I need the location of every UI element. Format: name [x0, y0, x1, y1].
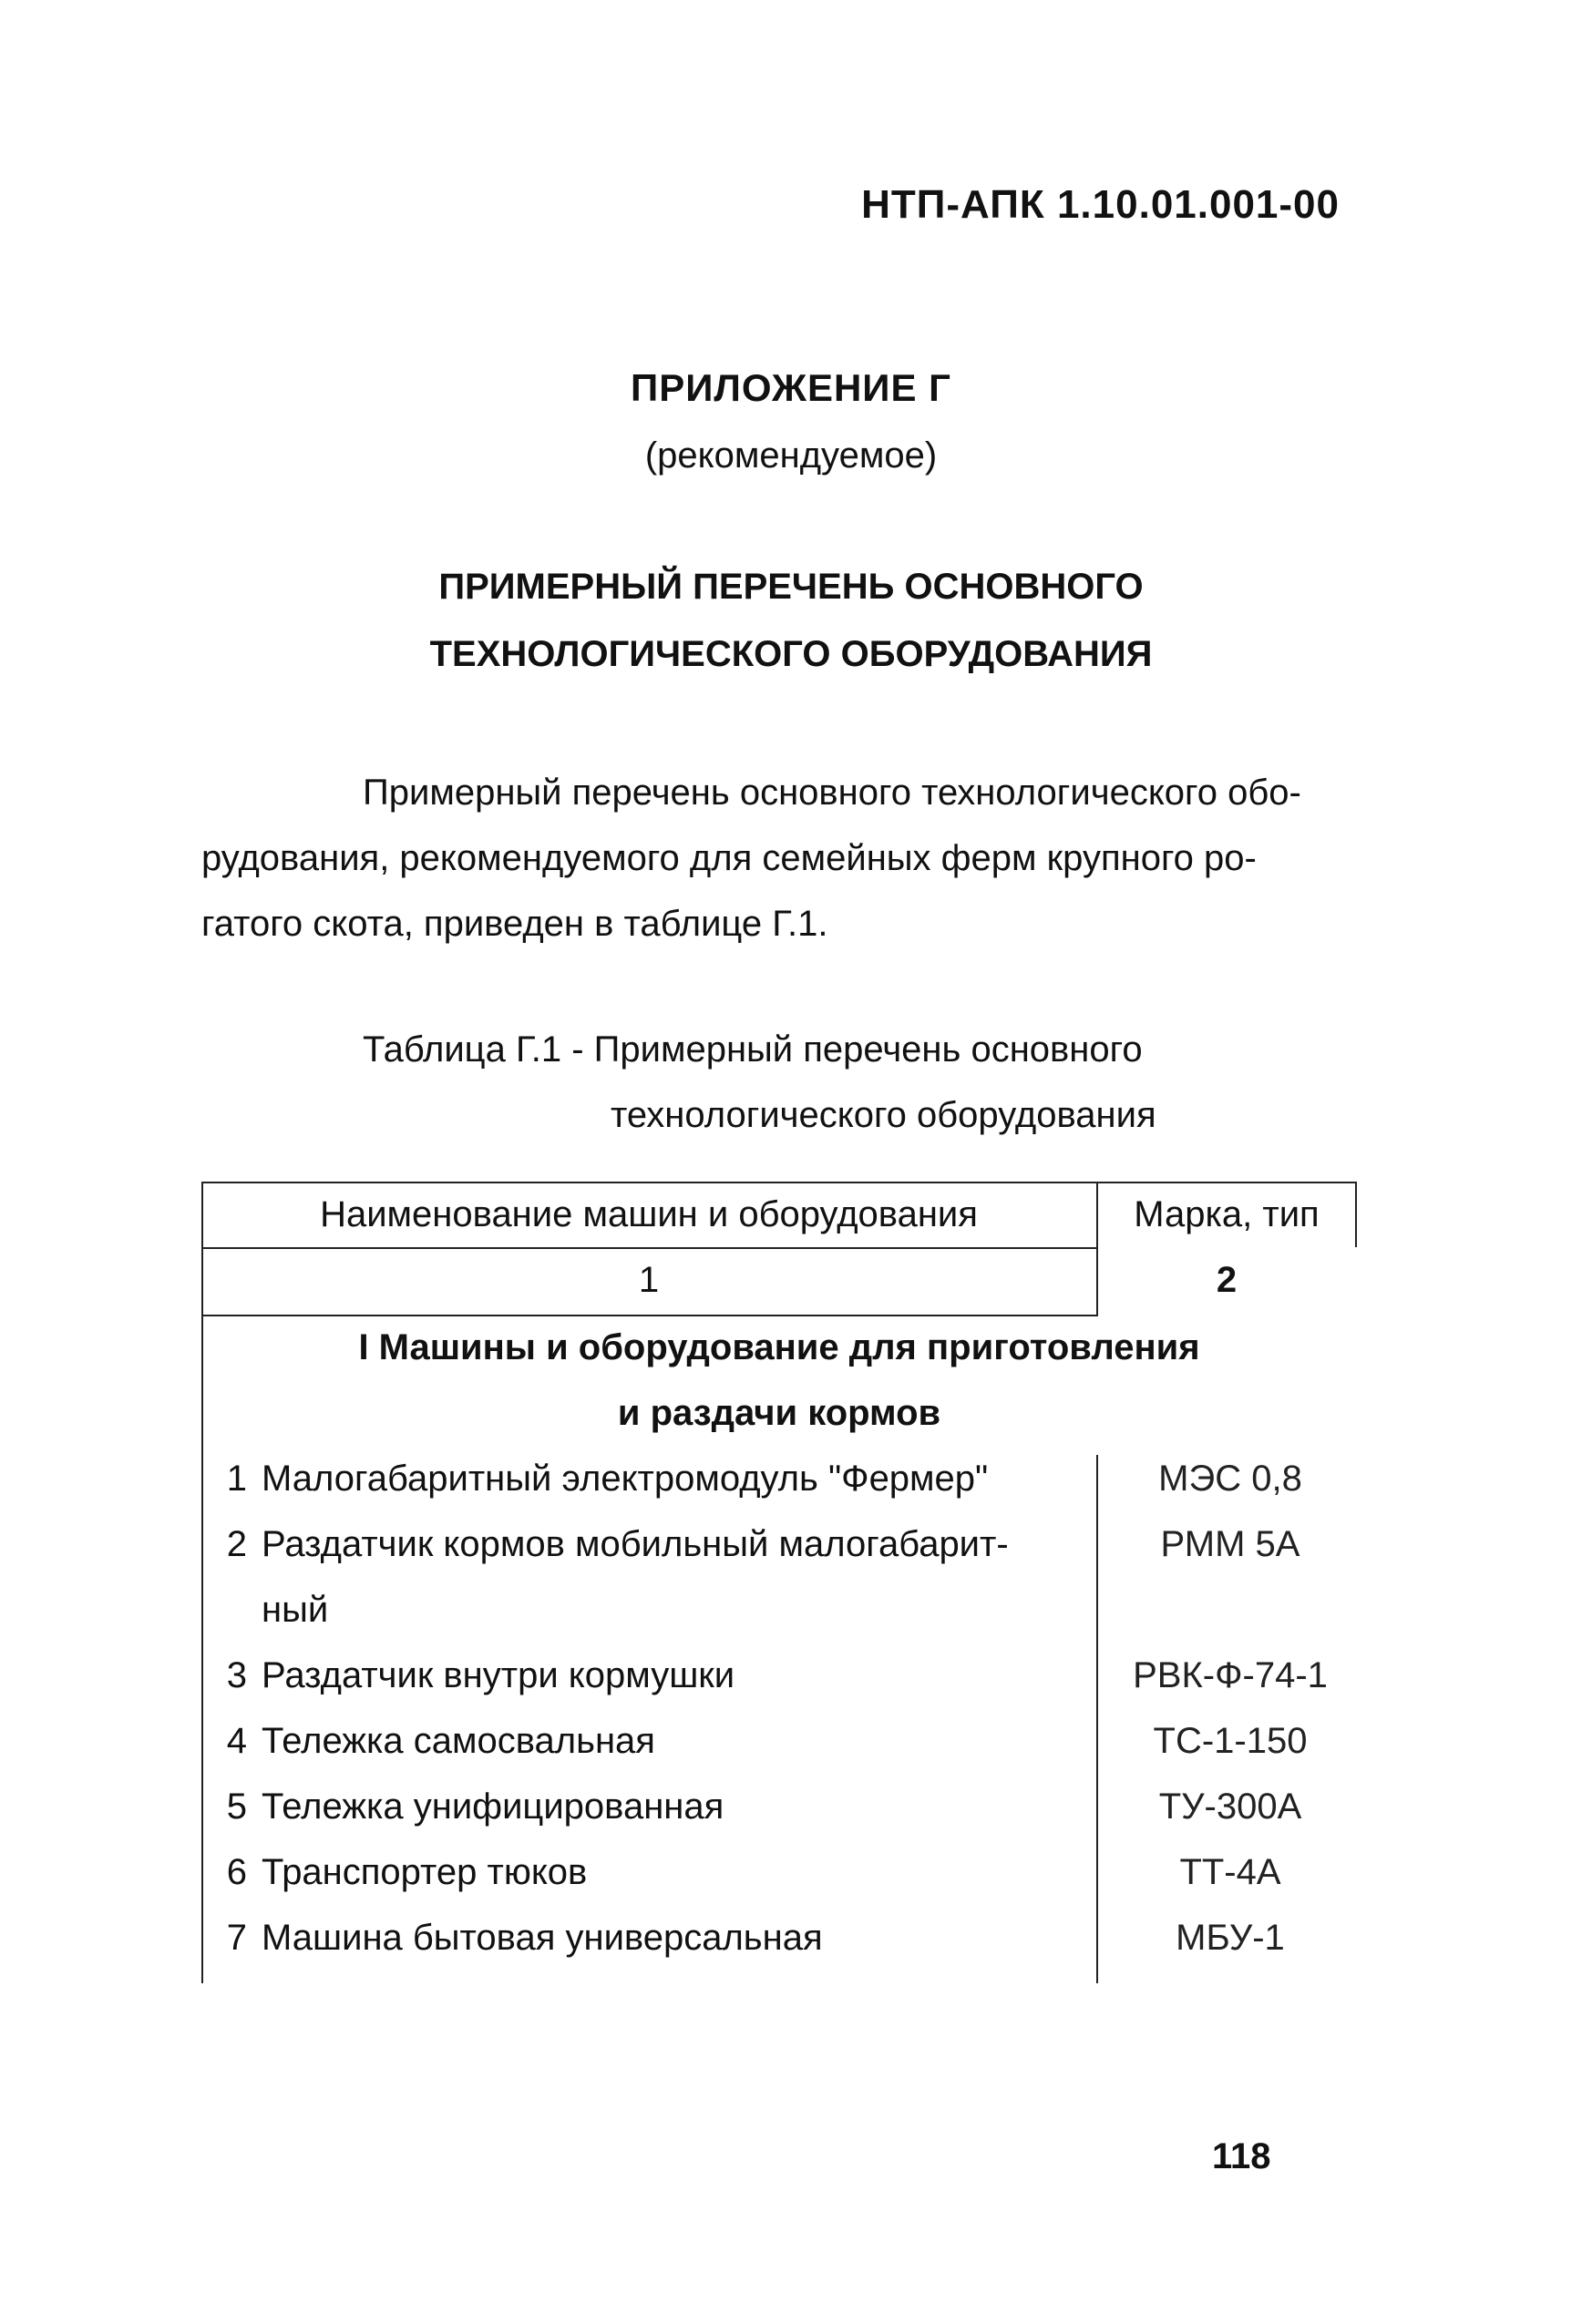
row-equipment-mark: МЭС 0,8 — [1158, 1459, 1302, 1499]
row-number: 7 — [226, 1918, 247, 1958]
row-number: 3 — [226, 1655, 247, 1695]
row-equipment-name: Раздатчик кормов мобильный малогабарит- — [262, 1524, 1009, 1564]
equipment-table — [201, 1182, 1357, 1983]
row-number: 2 — [226, 1524, 247, 1564]
table-top-border — [201, 1182, 1357, 1183]
column-number-1: 1 — [638, 1260, 660, 1300]
appendix-title: ПРИЛОЖЕНИЕ Г — [631, 366, 951, 409]
row-equipment-name: Машина бытовая универсальная — [262, 1918, 823, 1958]
row-equipment-mark: РВК-Ф-74-1 — [1133, 1655, 1328, 1695]
table-header-divider — [201, 1247, 1098, 1249]
row-equipment-mark: ТУ-300А — [1158, 1787, 1302, 1827]
header-mark-column: Марка, тип — [1134, 1194, 1320, 1234]
page-number: 118 — [1212, 2136, 1271, 2176]
paragraph-line-3: гатого скота, приведен в таблице Г.1. — [201, 904, 828, 944]
table-column-numbers-divider — [201, 1315, 1098, 1316]
header-name-column: Наименование машин и оборудования — [320, 1194, 978, 1234]
appendix-status: (рекомендуемое) — [644, 435, 938, 476]
column-number-2: 2 — [1216, 1260, 1238, 1300]
row-equipment-mark: ТС-1-150 — [1153, 1721, 1308, 1761]
row-equipment-name-continuation: ный — [262, 1590, 329, 1630]
row-equipment-mark: МБУ-1 — [1176, 1918, 1285, 1958]
row-equipment-mark: ТТ-4А — [1179, 1852, 1281, 1892]
paragraph-line-2: рудования, рекомендуемого для семейных ферм крупного ро- — [201, 838, 1257, 878]
paragraph-line-1: Примерный перечень основного технологического обо- — [363, 773, 1301, 813]
row-equipment-name: Тележка самосвальная — [262, 1721, 655, 1761]
row-number: 4 — [226, 1721, 247, 1761]
row-equipment-mark: РММ 5А — [1160, 1524, 1300, 1564]
row-number: 1 — [226, 1459, 247, 1499]
table-right-border — [1355, 1182, 1357, 1247]
row-number: 5 — [226, 1787, 247, 1827]
main-heading-line-2: ТЕХНОЛОГИЧЕСКОГО ОБОРУДОВАНИЯ — [429, 634, 1153, 674]
row-equipment-name: Тележка унифицированная — [262, 1787, 724, 1827]
row-number: 6 — [226, 1852, 247, 1892]
row-equipment-name: Транспортер тюков — [262, 1852, 588, 1892]
main-heading-line-1: ПРИМЕРНЫЙ ПЕРЕЧЕНЬ ОСНОВНОГО — [438, 567, 1144, 607]
section-title-line-2: и раздачи кормов — [617, 1393, 941, 1433]
document-code: НТП-АПК 1.10.01.001-00 — [861, 182, 1340, 227]
table-caption-line-2: технологического оборудования — [611, 1095, 1156, 1135]
row-equipment-name: Раздатчик внутри кормушки — [262, 1655, 735, 1695]
table-caption-line-1: Таблица Г.1 - Примерный перечень основного — [363, 1029, 1143, 1070]
row-equipment-name: Малогабаритный электромодуль "Фермер" — [262, 1459, 989, 1499]
section-title-line-1: I Машины и оборудование для приготовления — [358, 1327, 1200, 1367]
